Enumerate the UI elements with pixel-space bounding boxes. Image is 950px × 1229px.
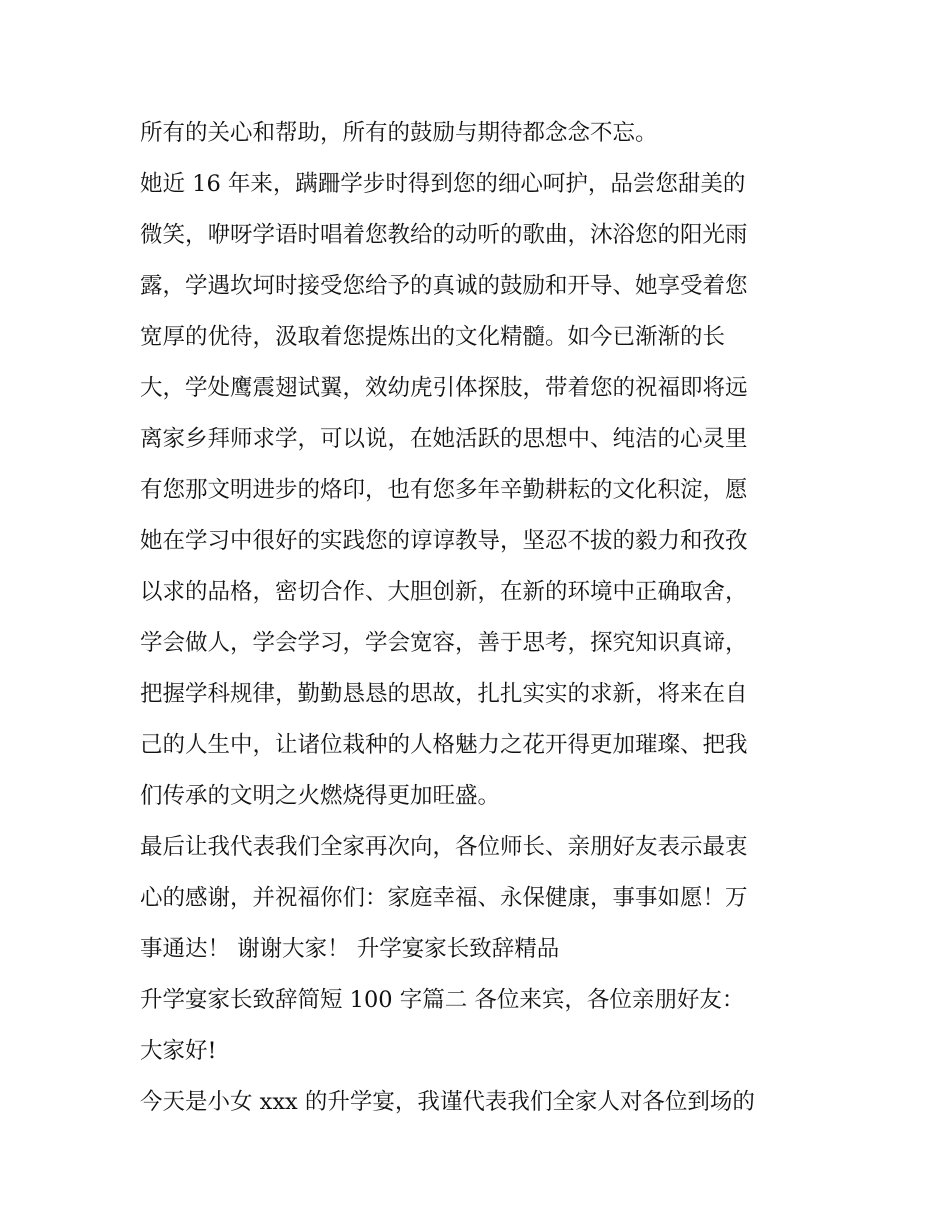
text-line: 她在学习中很好的实践您的谆谆教导，坚忍不拔的毅力和孜孜 <box>140 528 748 554</box>
text-line: 以求的品格，密切合作、大胆创新，在新的环境中正确取舍， <box>140 579 748 605</box>
text-line: 事通达！ 谢谢大家！ 升学宴家长致辞精品 <box>140 936 560 962</box>
text-line: 大，学处鹰震翅试翼，效幼虎引体探肢，带着您的祝福即将远 <box>140 375 748 401</box>
text-line: 己的人生中，让诸位栽种的人格魅力之花开得更加璀璨、把我 <box>140 732 748 758</box>
text-line: 心的感谢，并祝福你们：家庭幸福、永保健康，事事如愿！万 <box>140 885 748 911</box>
text-line: 学会做人，学会学习，学会宽容，善于思考，探究知识真谛， <box>140 630 748 656</box>
text-line: 升学宴家长致辞简短 100 字篇二 各位来宾，各位亲朋好友： <box>140 987 745 1013</box>
text-line: 最后让我代表我们全家再次向，各位师长、亲朋好友表示最衷 <box>140 834 748 860</box>
text-line: 大家好! <box>140 1038 217 1064</box>
text-line: 宽厚的优待，汲取着您提炼出的文化精髓。如今已渐渐的长 <box>140 324 726 350</box>
text-line: 露，学遇坎坷时接受您给予的真诚的鼓励和开导、她享受着您 <box>140 273 748 299</box>
text-line: 有您那文明进步的烙印，也有您多年辛勤耕耘的文化积淀，愿 <box>140 477 748 503</box>
text-line: 离家乡拜师求学，可以说，在她活跃的思想中、纯洁的心灵里 <box>140 426 748 452</box>
text-line: 她近 16 年来，蹒跚学步时得到您的细心呵护，品尝您甜美的 <box>140 171 746 197</box>
text-line: 今天是小女 xxx 的升学宴，我谨代表我们全家人对各位到场的 <box>140 1089 755 1115</box>
text-line: 把握学科规律，勤勤恳恳的思故，扎扎实实的求新，将来在自 <box>140 681 748 707</box>
document-body <box>140 108 820 1128</box>
text-line: 们传承的文明之火燃烧得更加旺盛。 <box>140 783 501 809</box>
text-line: 微笑，咿呀学语时唱着您教给的动听的歌曲，沐浴您的阳光雨 <box>140 222 748 248</box>
text-line: 所有的关心和帮助，所有的鼓励与期待都念念不忘。 <box>140 120 658 146</box>
